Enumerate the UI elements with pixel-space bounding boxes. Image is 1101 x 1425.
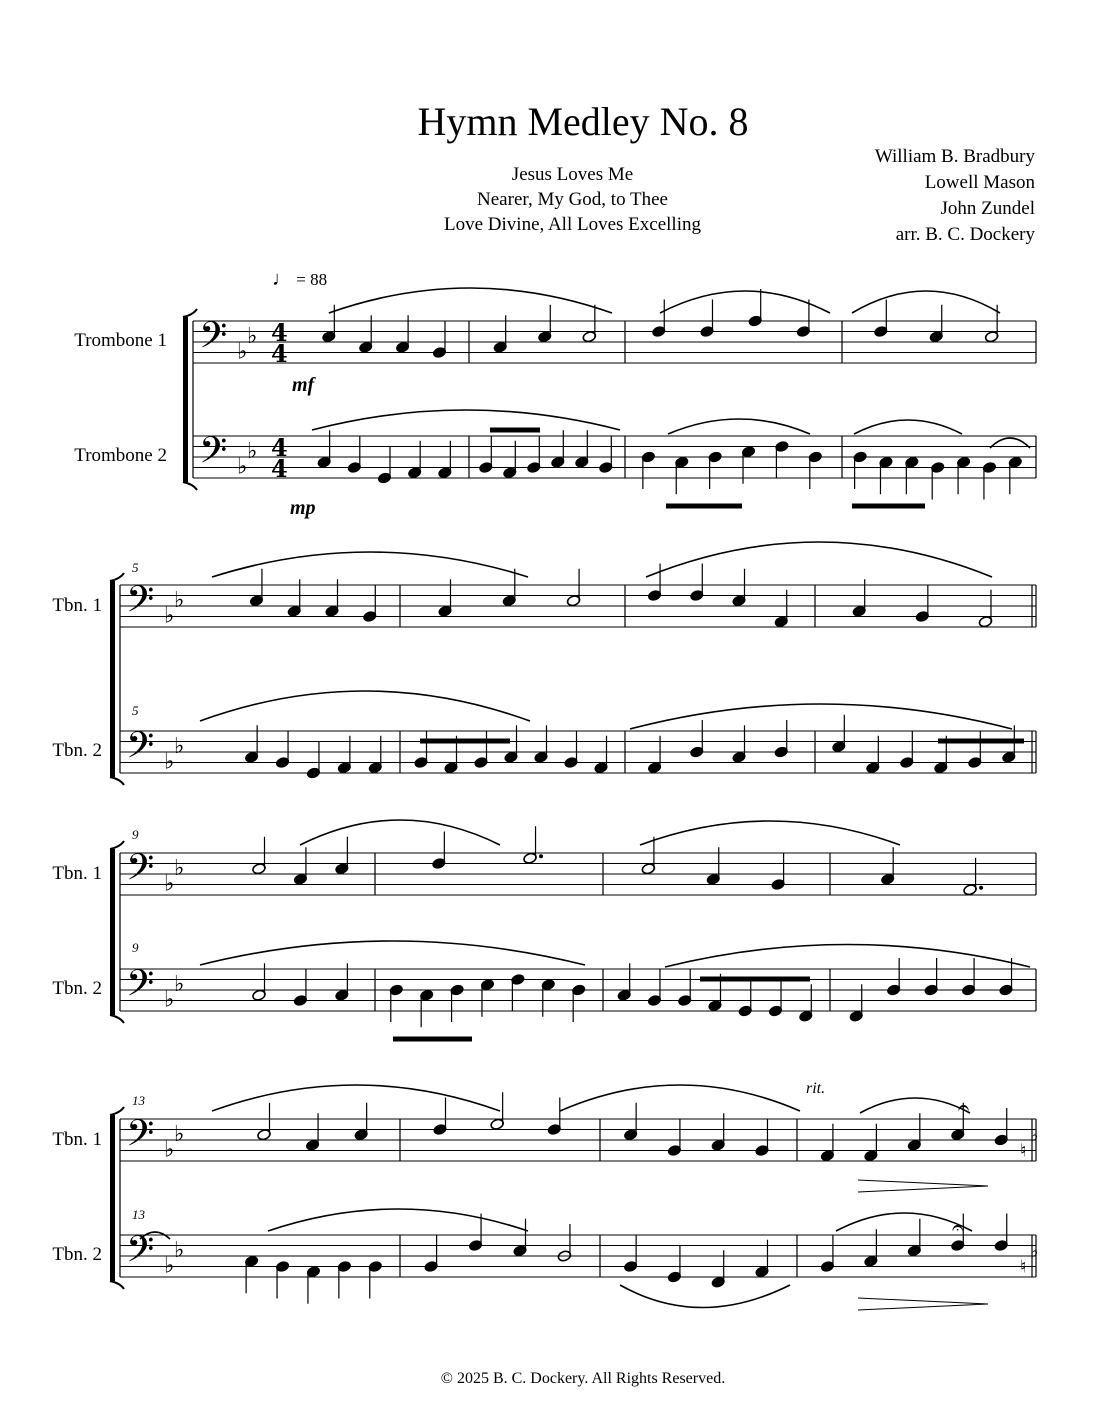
measure-number: 9 <box>132 940 139 955</box>
system-bracket <box>110 1281 124 1289</box>
system-bracket <box>110 1015 124 1023</box>
page-title: Hymn Medley No. 8 <box>417 99 749 144</box>
beam <box>938 739 1024 744</box>
measure-number: 13 <box>132 1207 145 1222</box>
time-signature: 4 <box>271 454 288 483</box>
flat-icon: ♭ <box>1030 1124 1039 1146</box>
measure-number: 5 <box>132 703 139 718</box>
slur <box>854 420 962 434</box>
flat-icon: ♭ <box>174 855 185 881</box>
bass-clef-icon: 𝄢 <box>126 724 155 776</box>
bass-clef-icon: 𝄢 <box>126 578 155 630</box>
bass-clef-icon: 𝄢 <box>126 962 155 1014</box>
system-bracket <box>110 581 115 777</box>
tempo-value: = 88 <box>296 270 328 289</box>
slur <box>329 288 612 313</box>
dynamic-mp: mp <box>290 497 316 519</box>
bass-clef-icon: 𝄢 <box>126 1112 155 1164</box>
flat-icon: ♭ <box>237 454 248 480</box>
flat-icon: ♭ <box>247 323 258 349</box>
decrescendo-hairpin <box>858 1298 988 1310</box>
part-label-trombone-2: Trombone 2 <box>74 445 167 466</box>
bass-clef-icon: 𝄢 <box>199 429 228 481</box>
flat-icon: ♭ <box>1030 1240 1039 1262</box>
slur <box>268 1209 528 1231</box>
flat-icon: ♭ <box>174 1121 185 1147</box>
flat-icon: ♭ <box>164 987 175 1013</box>
slur <box>646 542 992 577</box>
flat-icon: ♭ <box>164 1253 175 1279</box>
bass-clef-icon: 𝄢 <box>126 1228 155 1280</box>
part-label-tbn1-sys3: Tbn. 1 <box>52 863 102 884</box>
flat-icon: ♭ <box>174 971 185 997</box>
system-bracket <box>110 1115 115 1281</box>
slur <box>300 820 500 845</box>
time-signature: 4 <box>271 433 288 462</box>
dynamic-mf: mf <box>292 374 315 396</box>
part-label-tbn1-sys4: Tbn. 1 <box>52 1129 102 1150</box>
beam <box>393 1037 472 1042</box>
part-label-tbn1-sys2: Tbn. 1 <box>52 595 102 616</box>
hymn-title-2: Nearer, My God, to Thee <box>477 189 668 210</box>
system-bracket <box>110 841 124 849</box>
slur <box>630 704 1012 729</box>
flat-icon: ♭ <box>174 1237 185 1263</box>
slur <box>860 1098 970 1113</box>
beam <box>852 504 925 509</box>
flat-icon: ♭ <box>174 733 185 759</box>
slur <box>312 410 620 430</box>
system-bracket <box>110 573 124 581</box>
fermata-icon: 𝄐 <box>952 1215 964 1239</box>
beam <box>700 977 810 982</box>
flat-icon: ♭ <box>164 1137 175 1163</box>
slur <box>620 1285 790 1308</box>
composer-3: John Zundel <box>940 198 1035 219</box>
part-label-tbn2-sys3: Tbn. 2 <box>52 978 102 999</box>
composer-2: Lowell Mason <box>924 172 1035 193</box>
arranger: arr. B. C. Dockery <box>895 224 1035 245</box>
slur <box>660 291 830 313</box>
part-label-trombone-1: Trombone 1 <box>74 330 167 351</box>
flat-icon: ♭ <box>164 603 175 629</box>
system-bracket <box>183 317 188 482</box>
time-signature: 4 <box>271 318 288 347</box>
natural-icon: ♮ <box>1020 1256 1027 1278</box>
system-bracket <box>183 482 197 490</box>
bass-clef-icon: 𝄢 <box>126 846 155 898</box>
part-label-tbn2-sys4: Tbn. 2 <box>52 1244 102 1265</box>
beam <box>420 739 510 744</box>
ritardando-marking: rit. <box>806 1080 826 1097</box>
composer-1: William B. Bradbury <box>874 146 1035 167</box>
bass-clef-icon: 𝄢 <box>199 314 228 366</box>
augmentation-dot <box>539 854 543 858</box>
measure-number: 9 <box>132 827 139 842</box>
flat-icon: ♭ <box>164 749 175 775</box>
measure-number: 5 <box>132 560 139 575</box>
decrescendo-hairpin <box>858 1180 988 1192</box>
natural-icon: ♮ <box>1020 1140 1027 1162</box>
hymn-title-3: Love Divine, All Loves Excelling <box>444 214 701 235</box>
slur <box>200 941 585 965</box>
slur <box>200 691 530 721</box>
quarter-note-icon: ♩ <box>272 268 292 290</box>
flat-icon: ♭ <box>237 339 248 365</box>
system-bracket <box>110 849 115 1015</box>
flat-icon: ♭ <box>164 871 175 897</box>
system-bracket <box>110 777 124 785</box>
beam <box>666 504 742 509</box>
slur <box>212 552 528 577</box>
flat-icon: ♭ <box>247 438 258 464</box>
beam <box>490 428 540 433</box>
flat-icon: ♭ <box>174 587 185 613</box>
system-bracket <box>110 1107 124 1115</box>
slur <box>852 291 1000 313</box>
slur <box>668 419 810 434</box>
system-bracket <box>183 309 197 317</box>
copyright-notice: © 2025 B. C. Dockery. All Rights Reserved. <box>440 1370 726 1387</box>
part-label-tbn2-sys2: Tbn. 2 <box>52 740 102 761</box>
time-signature: 4 <box>271 339 288 368</box>
fermata-icon: 𝄐 <box>958 1095 970 1119</box>
hymn-title-1: Jesus Loves Me <box>511 164 634 185</box>
slur <box>640 821 900 845</box>
slur <box>560 1085 800 1111</box>
slur <box>665 945 1030 968</box>
augmentation-dot <box>979 886 983 890</box>
slur <box>212 1085 500 1111</box>
measure-number: 13 <box>132 1093 145 1108</box>
